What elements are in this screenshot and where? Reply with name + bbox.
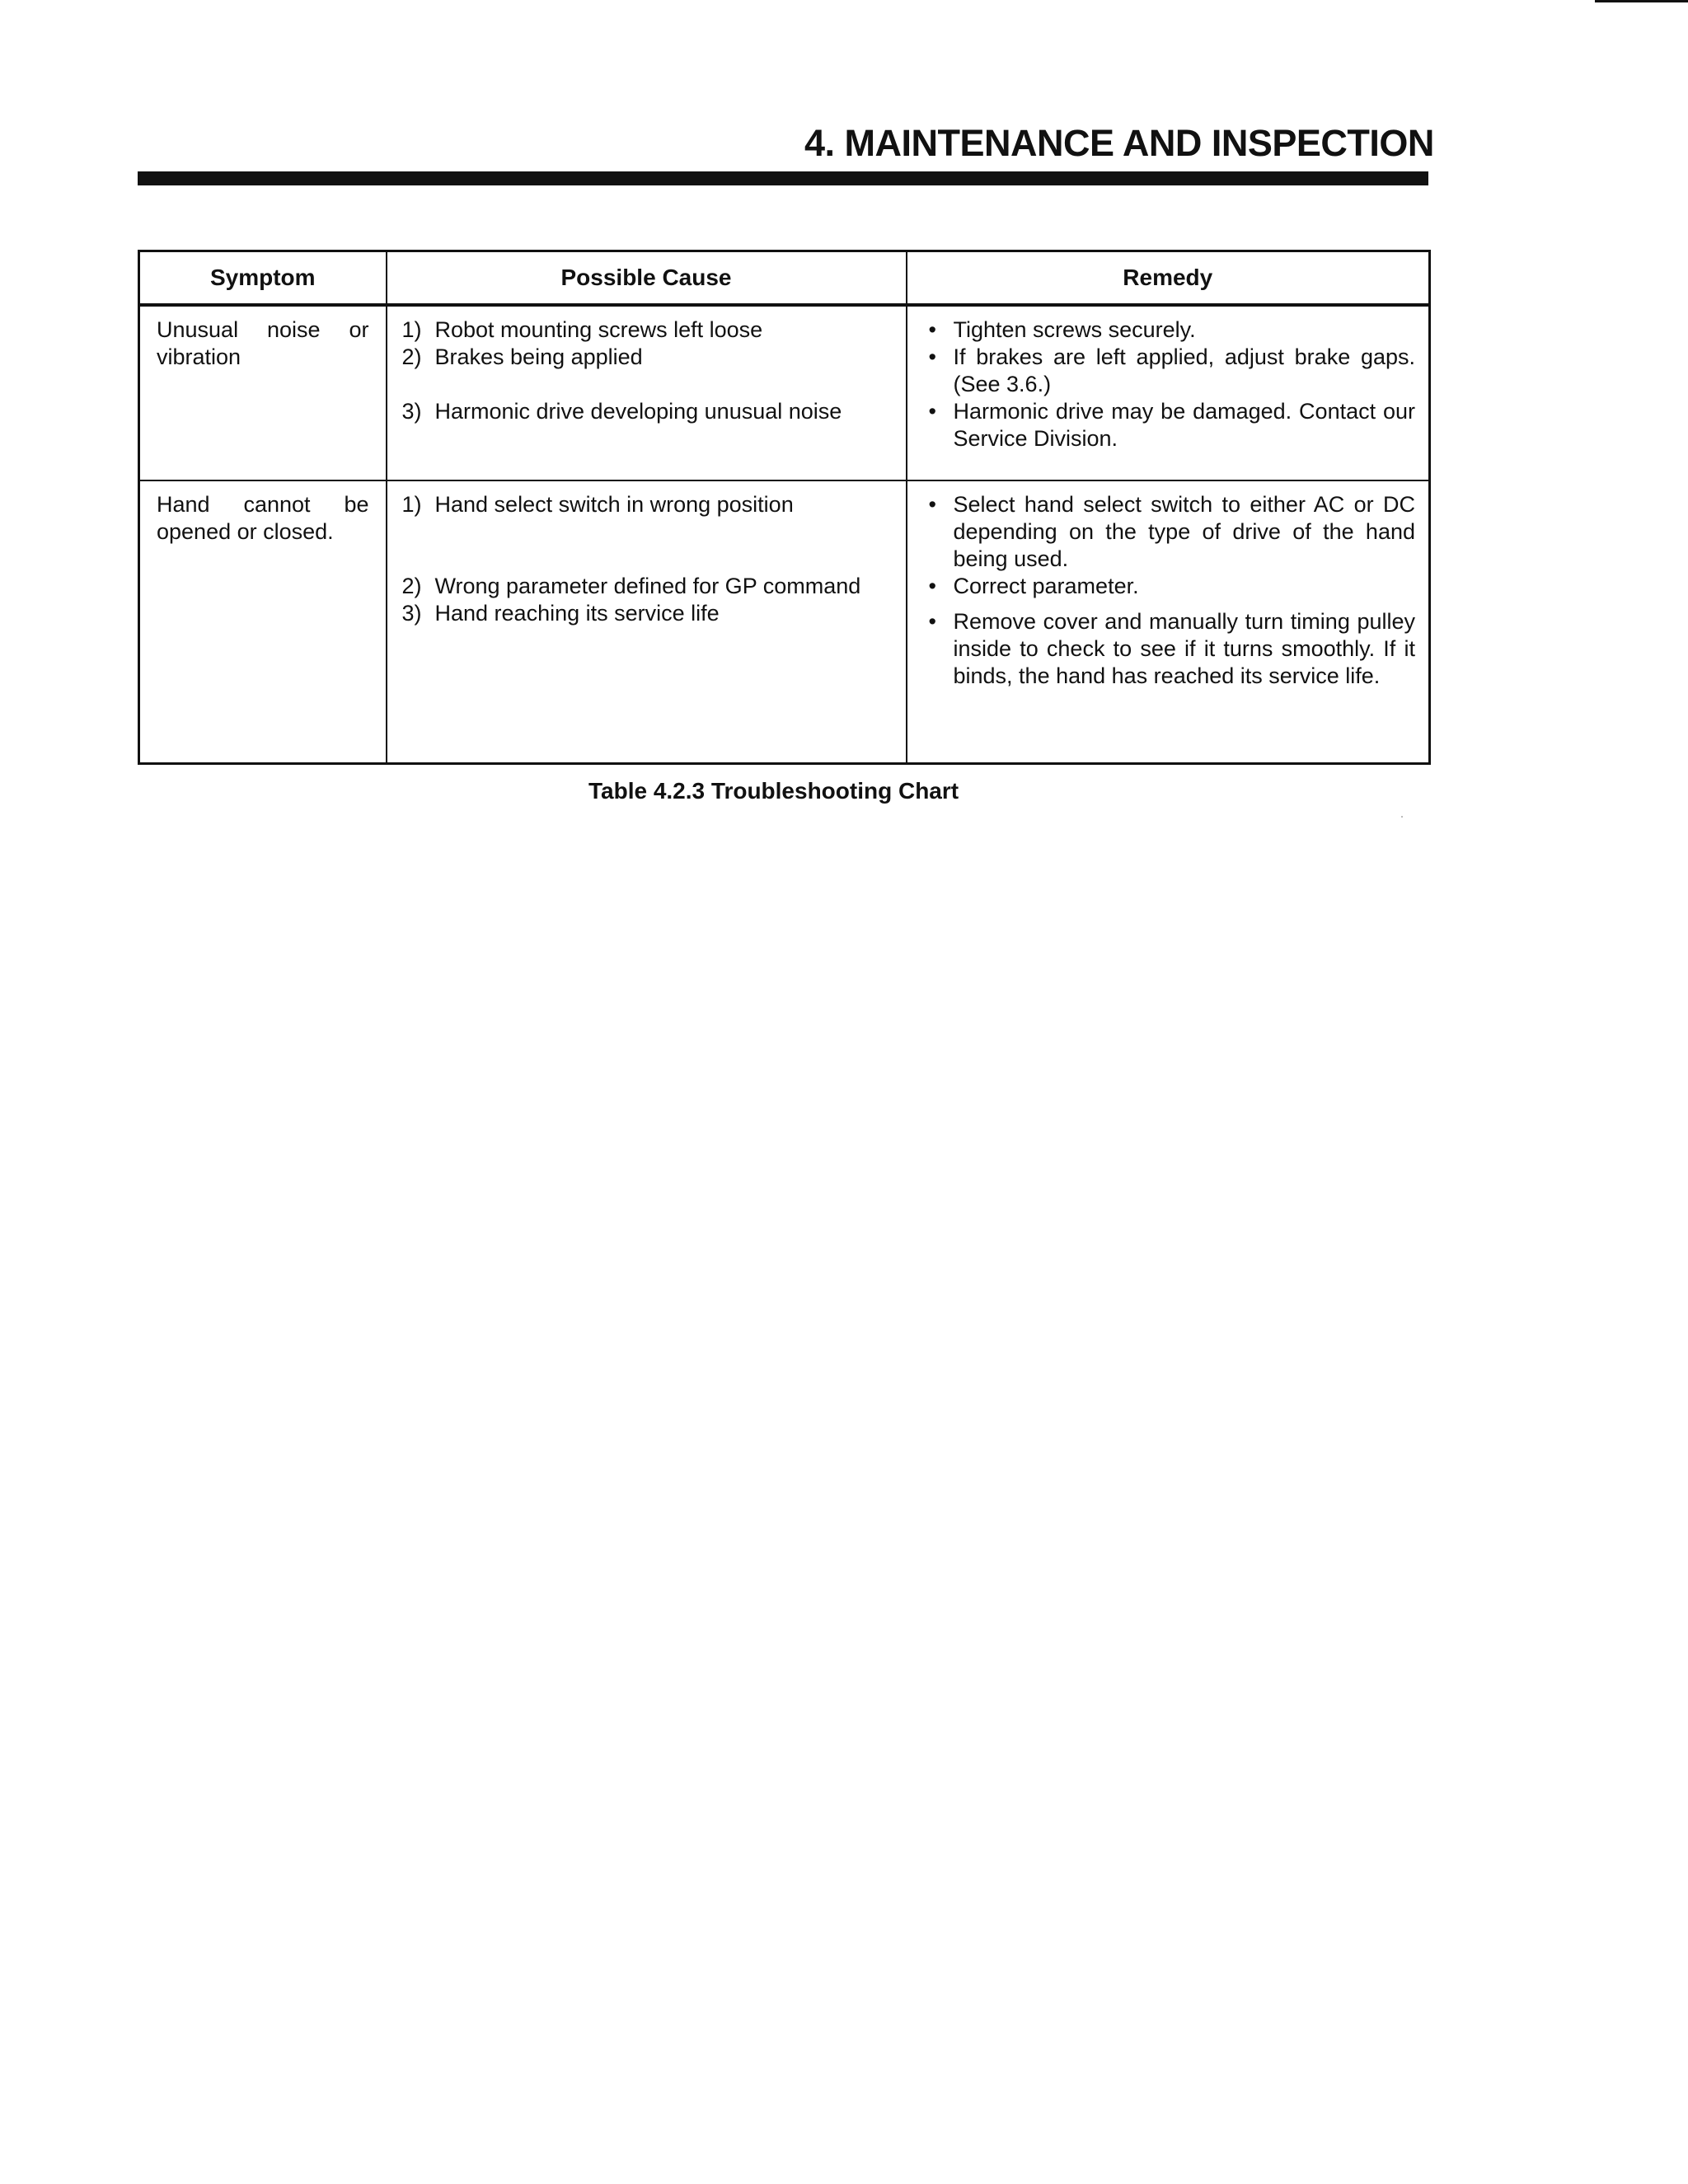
cause-number: 2) [401,344,422,369]
remedy-text: Tighten screws securely. [953,317,1196,342]
bullet-icon: • [928,609,936,634]
cause-text: Hand select switch in wrong position [434,492,794,517]
cause-text: Hand reaching its service life [434,601,720,626]
remedy-item [921,344,1416,398]
cause-text: Brakes being applied [434,344,643,369]
bullet-icon: • [928,317,936,342]
cause-item [402,600,898,627]
remedy-item [921,608,1416,690]
cause-number: 3) [401,399,422,424]
cause-number: 1) [401,317,422,342]
remedy-item [921,491,1416,573]
remedy-text: Select hand select switch to either AC or DC depending on the type of drive of the hand being used. [953,492,1415,571]
symptom-cell: Hand cannot be opened or closed. [139,480,387,764]
cause-text: Harmonic drive developing unusual noise [434,399,842,424]
cause-item [402,344,898,371]
cause-number: 3) [401,601,422,626]
remedy-text: Remove cover and manually turn timing pulley inside to check to see if it turns smoothly. If it binds, the hand has reached its service life. [953,609,1415,688]
cause-item [402,573,898,600]
symptom-cell: Unusual noise or vibration [139,305,387,480]
remedy-text: If brakes are left applied, adjust brake gaps. (See 3.6.) [953,344,1415,396]
remedy-text: Harmonic drive may be damaged. Contact our Service Division. [953,399,1415,451]
cause-number: 2) [401,574,422,598]
bullet-icon: • [928,492,936,517]
page-title: 4. MAINTENANCE AND INSPECTION [804,122,1434,164]
remedy-text: Correct parameter. [953,574,1139,598]
column-header-possible-cause: Possible Cause [387,251,907,306]
remedy-cell [907,480,1430,764]
cause-item [402,316,898,344]
scan-corner-mark [1595,0,1688,2]
bullet-icon: • [928,344,936,369]
cause-text: Robot mounting screws left loose [434,317,763,342]
table-caption: Table 4.2.3 Troubleshooting Chart [588,778,959,804]
cause-number: 1) [401,492,422,517]
bullet-icon: • [928,399,936,424]
remedy-item [921,316,1416,344]
remedy-cell [907,305,1430,480]
remedy-item [921,398,1416,452]
scan-speck [1401,816,1403,818]
table-row [139,305,1430,480]
cause-cell [387,305,907,480]
table-row [139,480,1430,764]
cause-item [402,491,898,518]
cause-item [402,398,898,425]
table-header-row [139,251,1430,306]
cause-text: Wrong parameter defined for GP command [434,574,861,598]
troubleshooting-table [138,250,1431,765]
bullet-icon: • [928,574,936,598]
column-header-remedy: Remedy [907,251,1430,306]
column-header-symptom: Symptom [139,251,387,306]
heading-rule [138,171,1428,185]
remedy-item [921,573,1416,600]
cause-cell [387,480,907,764]
